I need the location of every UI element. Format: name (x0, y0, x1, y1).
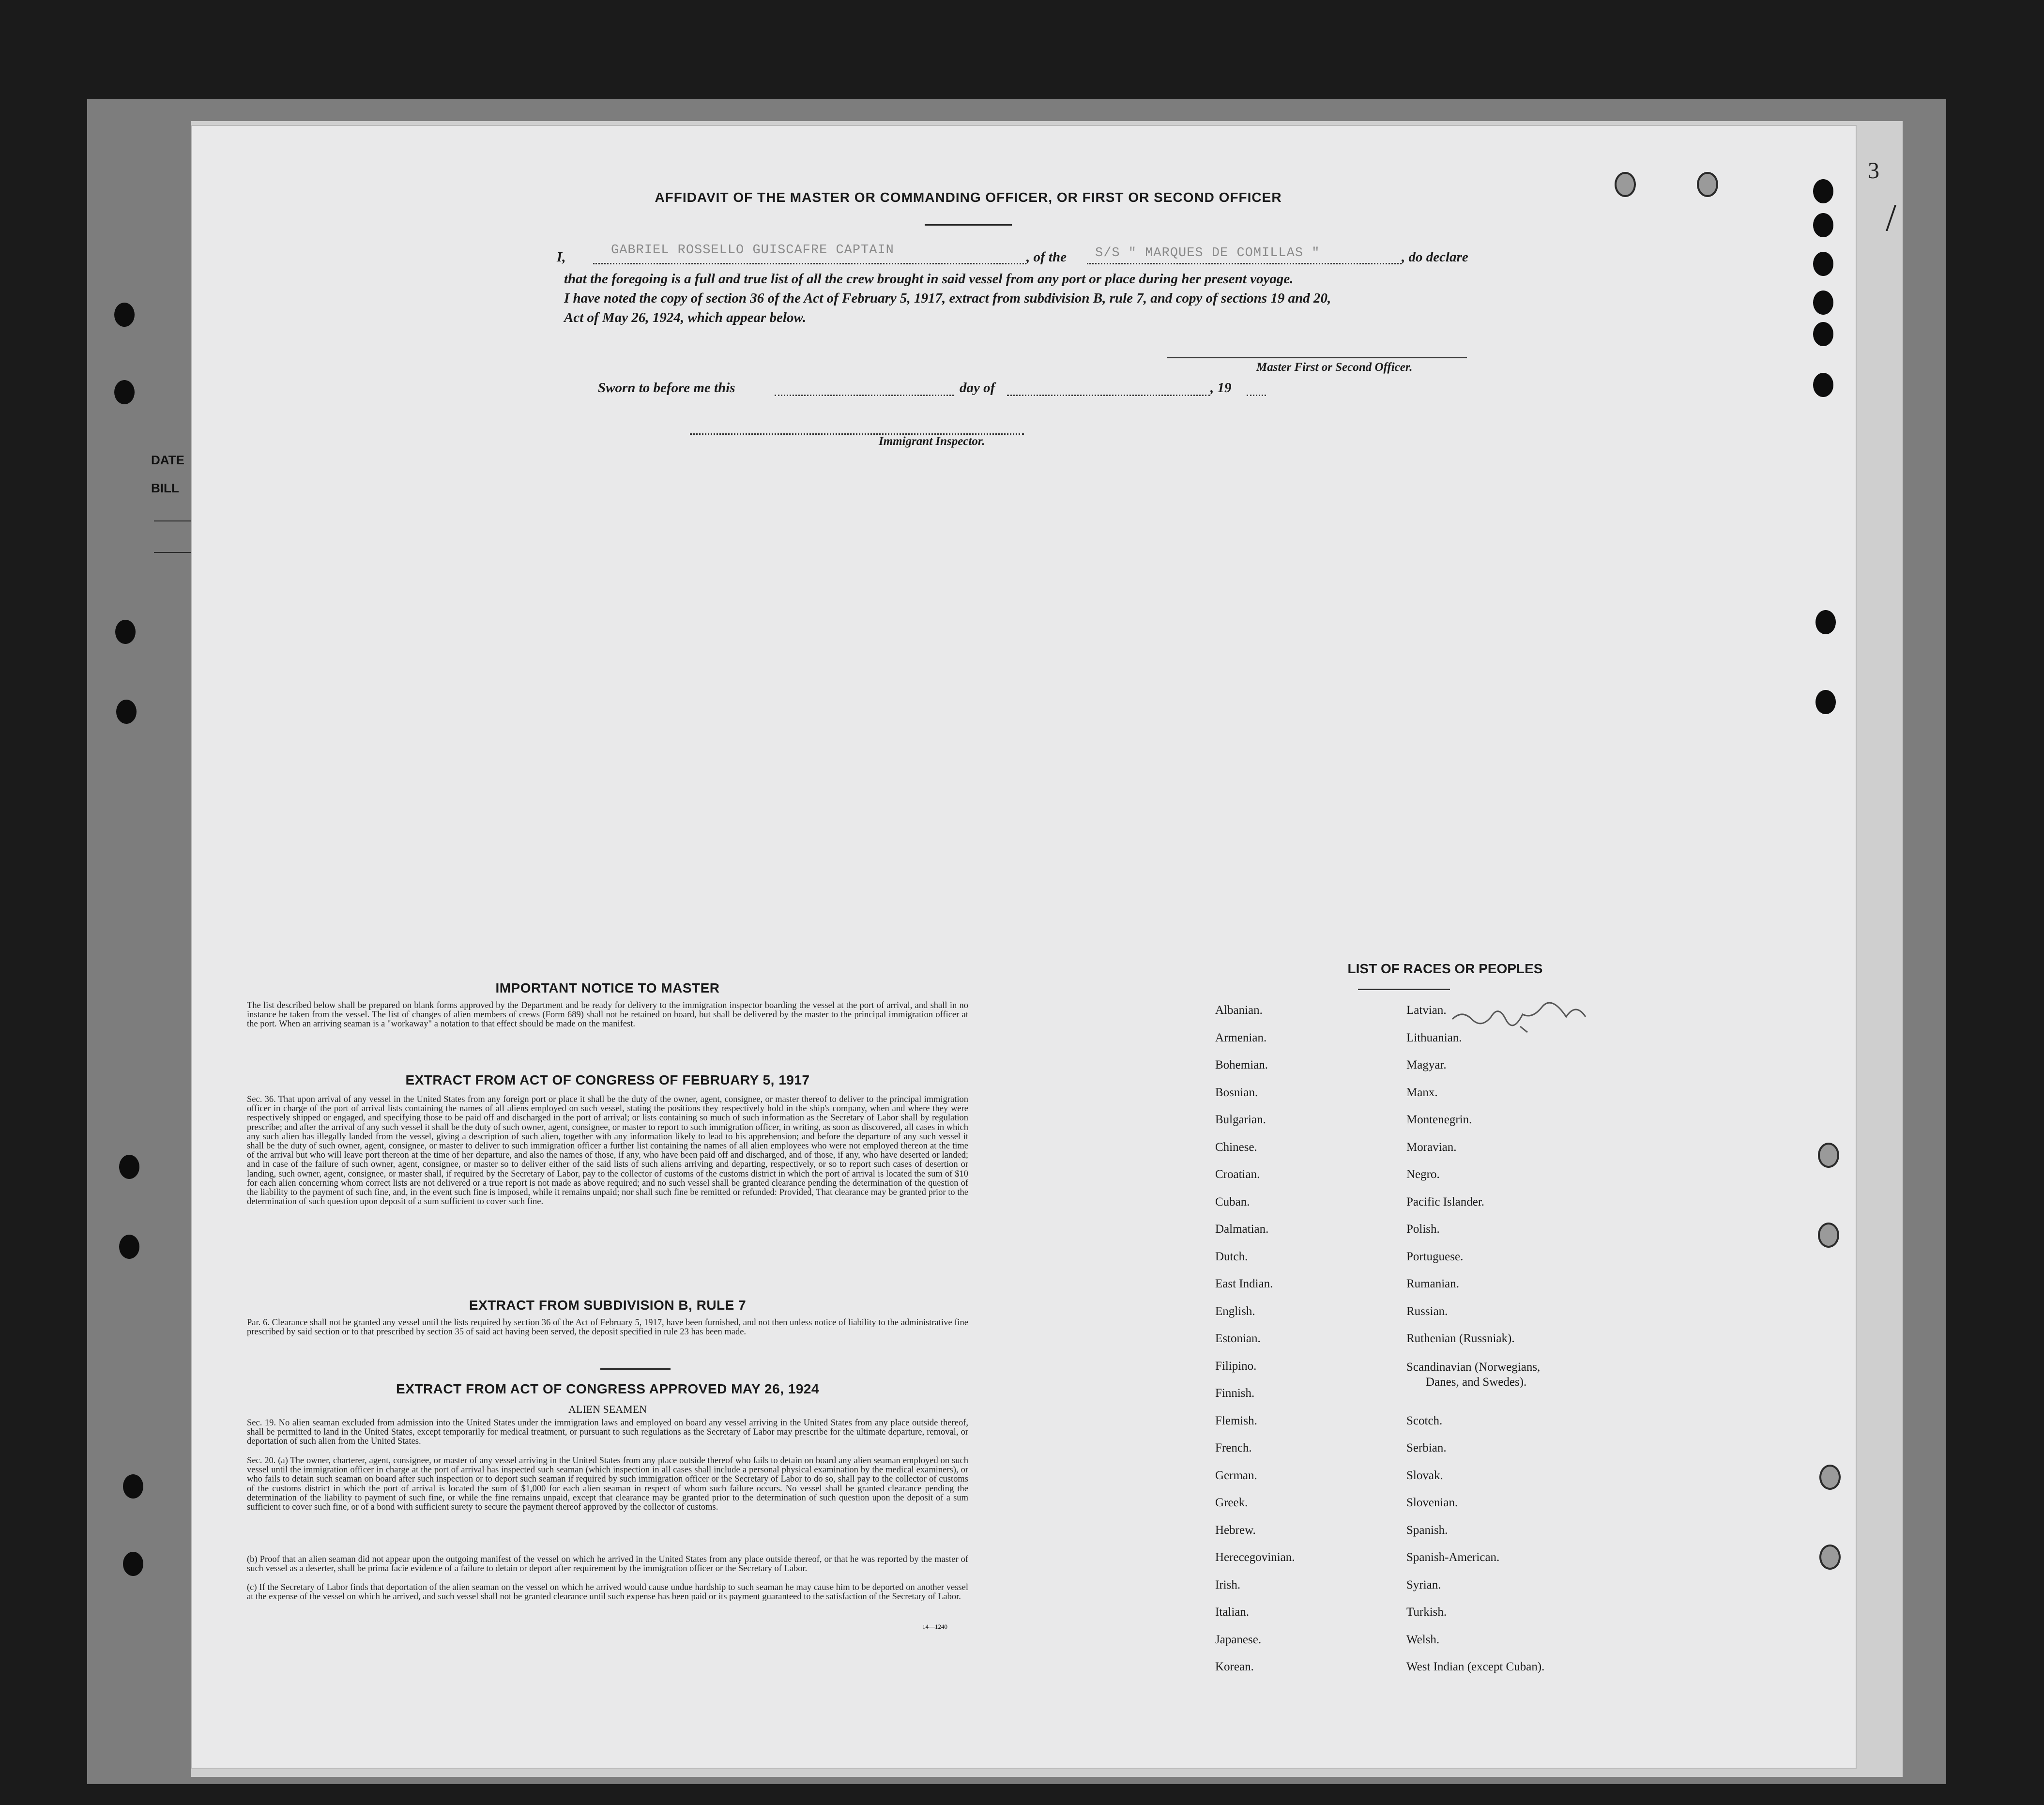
binder-hole (1813, 373, 1833, 397)
race-item: Rumanian. (1406, 1277, 1460, 1290)
affidavit-of-the: , of the (1026, 249, 1067, 265)
master-signature-label: Master First or Second Officer. (1256, 361, 1413, 374)
race-item: Syrian. (1406, 1578, 1441, 1591)
binder-hole (1819, 1465, 1841, 1490)
race-item (1406, 1360, 1544, 1414)
race-item-line: Scandinavian (Norwegians, (1406, 1360, 1541, 1374)
race-item: Spanish. (1406, 1523, 1448, 1537)
master-signature-line (1167, 357, 1467, 358)
form-number: 14—1240 (922, 1623, 947, 1630)
race-item: Scotch. (1406, 1414, 1443, 1427)
sworn-day-of: day of (960, 380, 995, 396)
extract-1924-sec19: Sec. 19. No alien seaman excluded from admission into the United States under the immigration laws and employed on board any vessel arriving in the United States from any place outside thereof, shall be permitted to land in the United States, except temporarily for medical treatment, or pursuant to such regulations as the Secretary of Labor may prescribe for the ultimate departure, removal, or deportation of such alien from the United States. (247, 1418, 968, 1447)
race-item: Lithuanian. (1406, 1031, 1462, 1044)
alien-seamen-subtitle: ALIEN SEAMEN (568, 1403, 647, 1415)
extract-1924-title: EXTRACT FROM ACT OF CONGRESS APPROVED MAY 26, 1924 (396, 1381, 819, 1396)
race-item: West Indian (except Cuban). (1406, 1660, 1545, 1673)
affidavit-title: AFFIDAVIT OF THE MASTER OR COMMANDING OFFICER, OR FIRST OR SECOND OFFICER (655, 190, 1282, 205)
race-item: Flemish. (1215, 1414, 1257, 1427)
races-left-column (1215, 1004, 1295, 1688)
binder-hole (1813, 322, 1833, 346)
race-item: Slovak. (1406, 1468, 1443, 1482)
corner-mark: 3 (1868, 158, 1879, 184)
margin-label-date: DATE (151, 453, 184, 467)
sworn-day-line (775, 395, 954, 396)
vessel-field-line (1087, 263, 1402, 264)
binder-hole (119, 1235, 139, 1259)
race-item: Korean. (1215, 1660, 1254, 1673)
corner-stroke-mark: / (1886, 197, 1897, 239)
race-item: Armenian. (1215, 1031, 1267, 1044)
race-item: Bohemian. (1215, 1058, 1268, 1071)
race-item: Manx. (1406, 1086, 1438, 1099)
race-item: East Indian. (1215, 1277, 1273, 1290)
races-title-rule (1358, 989, 1450, 990)
sworn-year-prefix: , 19 (1210, 380, 1232, 396)
race-item: Estonian. (1215, 1332, 1261, 1345)
binder-hole (1615, 172, 1636, 197)
binder-hole (1813, 291, 1833, 315)
race-item: Herecegovinian. (1215, 1551, 1295, 1564)
race-item: Irish. (1215, 1578, 1241, 1591)
race-item: Portuguese. (1406, 1250, 1464, 1263)
typed-vessel-name: S/S " MARQUES DE COMILLAS " (1095, 246, 1320, 260)
binder-hole (1815, 610, 1836, 634)
race-item: German. (1215, 1468, 1257, 1482)
binder-hole (115, 620, 136, 644)
name-field-line (593, 263, 1026, 264)
race-item: Chinese. (1215, 1140, 1257, 1154)
race-item: Turkish. (1406, 1606, 1447, 1619)
affidavit-line-3: I have noted the copy of section 36 of the Act of February 5, 1917, extract from subdivision B, rule 7, and copy of sections 19 and 20, (564, 291, 1331, 306)
binder-hole (123, 1474, 143, 1499)
binder-hole (1813, 252, 1833, 276)
race-item: French. (1215, 1441, 1252, 1454)
binder-hole (1697, 172, 1718, 197)
races-right-column (1406, 1004, 1544, 1688)
race-item: Greek. (1215, 1496, 1248, 1509)
extract-1917-text: Sec. 36. That upon arrival of any vessel in the United States from any foreign port or place it shall be the duty of the owner, agent, consignee, or master thereof to deliver to the principal immigration officer in charge of the port of arrival lists containing the names of all aliens employed on such vessel, stating the positions they respectively hold in the ship's company, when and where they were respectively shipped or engaged, and specifying those to be paid off and discharged in the port of arrival; or lists containing so much of such information as the Secretary of Labor shall by regulation prescribe; and after the arrival of any such vessel it shall be the duty of such owner, agent, consignee, or master to report to such immigration officer, in writing, as soon as discovered, all cases in which any such alien has illegally landed from the vessel, giving a description of such alien, together with any information likely to lead to his apprehension; and before the departure of any such vessel it shall be the duty of such owner, agent, consignee, or master to deliver to such immigration officer a further list containing the names of all alien employees who were not employed thereon at the time of the arrival but who will leave port thereon at the time of her departure, and also the names of those, if any, who have been paid off and discharged, and of those, if any, who have deserted or landed; and in case of the failure of such owner, agent, consignee, or master so to deliver either of the said lists of such aliens arriving and departing, respectively, or so to report such cases of desertion or landing, such owner, agent, consignee, or master shall, if required by the Secretary of Labor, pay to the collector of customs of the customs district in which the port of arrival is located the sum of $10 for each alien concerning whom correct lists are not delivered or a true report is not made as above required; and no such vessel shall be granted clearance pending the determination of the question of the liability to the payment of such fine, and, in the event such fine is imposed, while it remains unpaid; nor shall such fine be remitted or refunded: Provided, That clearance may be granted prior to the determination of such question upon deposit of a sum sufficient to cover such fine. (247, 1095, 968, 1207)
race-item: Russian. (1406, 1304, 1448, 1318)
race-item: Japanese. (1215, 1633, 1262, 1646)
race-item: Bulgarian. (1215, 1113, 1266, 1126)
race-item: Ruthenian (Russniak). (1406, 1332, 1515, 1345)
extract-1924-sec20b: (b) Proof that an alien seaman did not appear upon the outgoing manifest of the vessel on which he arrived in the United States from any place outside thereof, or that he was reported by the master of such vessel as a deserter, shall be prima facie evidence of a failure to detain or deport after requirement by the immigration officer or the Secretary of Labor. (247, 1555, 968, 1574)
affidavit-line-2: that the foregoing is a full and true list of all the crew brought in said vessel from any port or place during her present voyage. (564, 271, 1294, 287)
binder-hole (114, 303, 135, 327)
race-item: Polish. (1406, 1223, 1440, 1236)
races-title: LIST OF RACES OR PEOPLES (1347, 961, 1543, 976)
affidavit-pronoun: I, (557, 249, 566, 265)
race-item: Dalmatian. (1215, 1223, 1269, 1236)
affidavit-line-4: Act of May 26, 1924, which appear below. (564, 310, 806, 325)
race-item: Dutch. (1215, 1250, 1248, 1263)
race-item: Bosnian. (1215, 1086, 1258, 1099)
race-item: Finnish. (1215, 1387, 1255, 1400)
inspector-label: Immigrant Inspector. (879, 435, 985, 448)
binder-hole (1818, 1143, 1839, 1168)
margin-rule (154, 552, 193, 553)
document-page (191, 125, 1857, 1769)
race-item: Pacific Islander. (1406, 1195, 1485, 1208)
affidavit-do-declare: , do declare (1402, 249, 1468, 265)
sworn-month-line (1007, 395, 1210, 396)
handwritten-scribble (1448, 1000, 1612, 1034)
binder-hole (1818, 1223, 1839, 1248)
sworn-year-line (1247, 395, 1266, 396)
binder-hole (1813, 179, 1833, 203)
race-item: Spanish-American. (1406, 1551, 1500, 1564)
extract-1924-sec20c: (c) If the Secretary of Labor finds that deportation of the alien seaman on the vessel on which he arrived would cause undue hardship to such seaman he may cause him to be deported on another vessel at the expense of the vessel on which he arrived, and such vessel shall not be granted clearance until such expense has been paid or its payment guaranteed to the satisfaction of the Secretary of Labor. (247, 1583, 968, 1602)
race-item: Filipino. (1215, 1359, 1257, 1373)
notice-text: The list described below shall be prepared on blank forms approved by the Department and be ready for delivery to the immigration inspector boarding the vessel at the port of arrival, and shall in no instance be taken from the vessel. The list of changes of alien members of crews (Form 689) shall not be retained on board, but shall be delivered by the master to the principal immigration officer at the port. When an arriving seaman is a "workaway" a notation to that effect should be made on the manifest. (247, 1001, 968, 1029)
race-item: Magyar. (1406, 1058, 1447, 1071)
race-item: Negro. (1406, 1168, 1440, 1181)
section-rule (600, 1368, 671, 1370)
margin-rule (154, 520, 193, 521)
race-item: Latvian. (1406, 1004, 1447, 1017)
race-item-line: Danes, and Swedes). (1426, 1375, 1527, 1389)
binder-hole (123, 1552, 143, 1576)
race-item: Italian. (1215, 1606, 1250, 1619)
binder-hole (1813, 213, 1833, 237)
extract-1917-title: EXTRACT FROM ACT OF CONGRESS OF FEBRUARY 5, 1917 (405, 1072, 810, 1087)
race-item: Albanian. (1215, 1004, 1263, 1017)
title-rule (925, 224, 1012, 226)
typed-master-name: GABRIEL ROSSELLO GUISCAFRE CAPTAIN (611, 243, 894, 258)
binder-hole (116, 700, 137, 724)
race-item: English. (1215, 1304, 1255, 1318)
race-item: Croatian. (1215, 1168, 1260, 1181)
extract-rule7-text: Par. 6. Clearance shall not be granted any vessel until the lists required by section 36 of the Act of February 5, 1917, have been furnished, and not then unless notice of liability to the administrative fine prescribed by said section or to that prescribed by section 35 of said act having been served, the deposit specified in rule 23 has been made. (247, 1318, 968, 1337)
margin-label-bill: BILL (151, 481, 179, 495)
extract-1924-sec20a: Sec. 20. (a) The owner, charterer, agent, consignee, or master of any vessel arriving in the United States from any place outside thereof who fails to detain on board any alien seaman employed on such vessel until the immigration officer in charge at the port of arrival has inspected such seaman (which inspection in all cases shall include a personal physical examination by the medical examiners), or who fails to detain such seaman on board after such inspection or to deport such seaman if required by such immigration officer or the Secretary of Labor to do so, shall pay to the collector of customs of the customs district in which the port of arrival is located the sum of $1,000 for each alien seaman in respect of whom such failure occurs. No vessel shall be granted clearance pending the determination of the liability to payment of such fine, or while the fine remains unpaid, except that clearance may be granted prior to the determination of such question upon the deposit of a sum sufficient to cover such fine, or of a bond with sufficient surety to secure the payment thereof approved by the collector of customs. (247, 1456, 968, 1513)
race-item: Hebrew. (1215, 1523, 1256, 1537)
binder-hole (114, 380, 135, 404)
binder-hole (119, 1155, 139, 1179)
race-item: Moravian. (1406, 1140, 1457, 1154)
notice-title: IMPORTANT NOTICE TO MASTER (495, 980, 720, 995)
binder-hole (1819, 1545, 1841, 1570)
binder-hole (1815, 690, 1836, 714)
sworn-label: Sworn to before me this (598, 380, 735, 396)
race-item: Welsh. (1406, 1633, 1440, 1646)
race-item: Cuban. (1215, 1195, 1250, 1208)
race-item: Serbian. (1406, 1441, 1447, 1454)
extract-rule7-title: EXTRACT FROM SUBDIVISION B, RULE 7 (469, 1298, 747, 1313)
race-item: Montenegrin. (1406, 1113, 1472, 1126)
race-item: Slovenian. (1406, 1496, 1458, 1509)
